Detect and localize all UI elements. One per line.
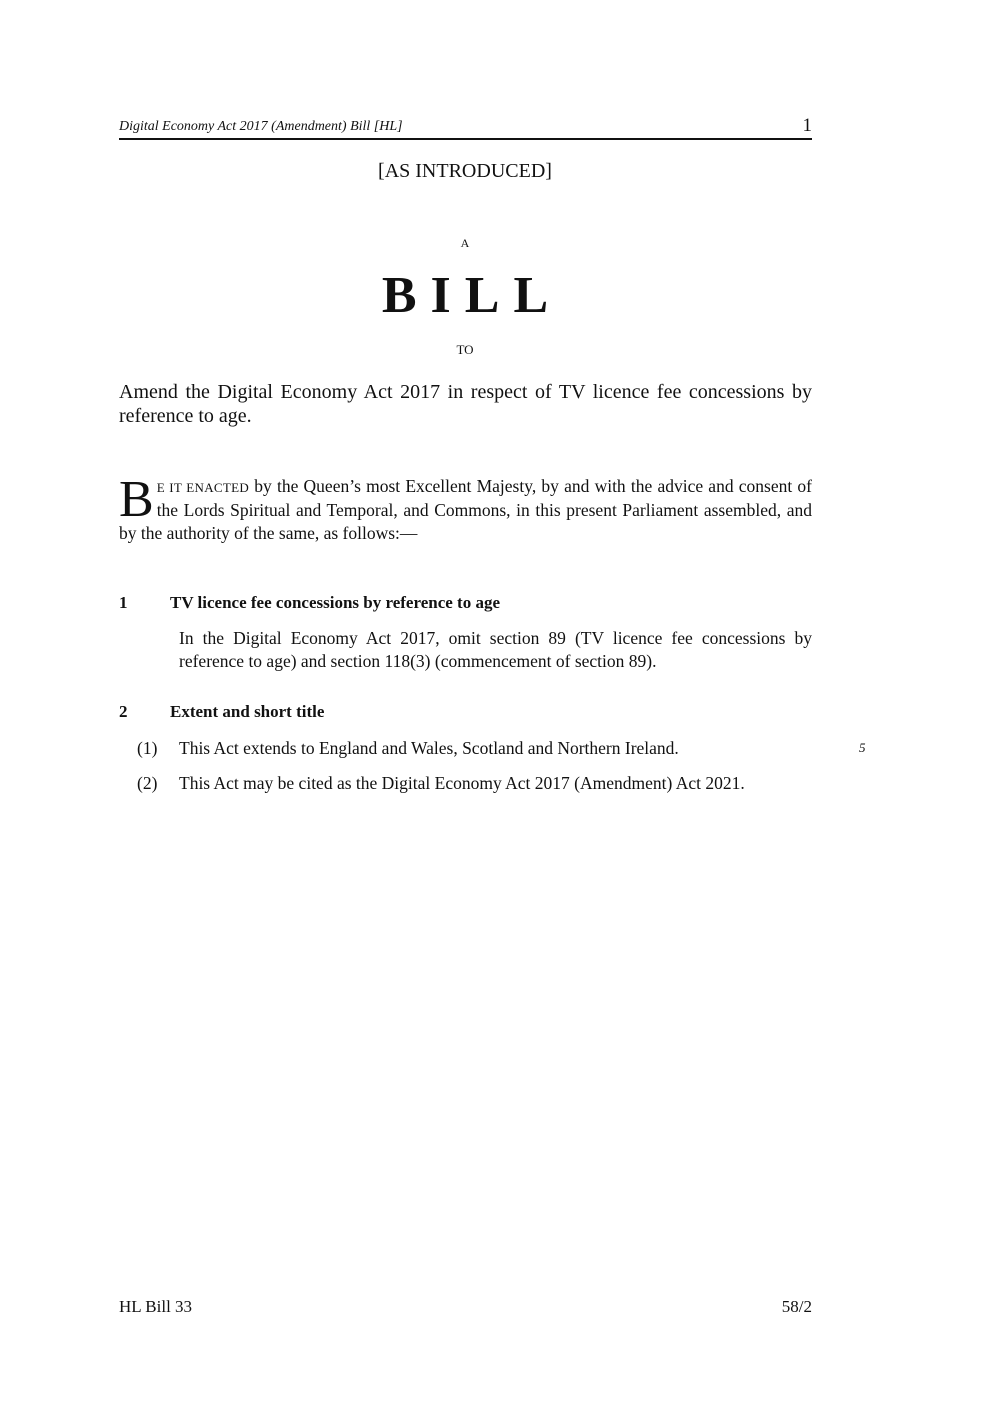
section-1-body: In the Digital Economy Act 2017, omit section 89 (TV licence fee concessions by reference to age) and section 118(3) (commencement of section 89).: [179, 628, 812, 671]
running-title: Digital Economy Act 2017 (Amendment) Bill [HL]: [119, 119, 403, 134]
bill-status: [AS INTRODUCED]: [378, 160, 552, 182]
footer-print-reference: 58/2: [781, 1297, 812, 1316]
title-to: TO: [456, 342, 474, 357]
running-header: [119, 116, 812, 140]
enacting-small-caps: E IT ENACTED: [156, 480, 250, 495]
page-number: 1: [802, 115, 812, 136]
footer-bill-reference: HL Bill 33: [119, 1297, 193, 1316]
subsection-text: This Act extends to England and Wales, Scotland and Northern Ireland.: [179, 738, 679, 758]
section-number: 2: [119, 702, 128, 721]
margin-line-number: 5: [859, 740, 866, 755]
title-a: A: [460, 236, 470, 250]
enacting-text: by the Queen’s most Excellent Majesty, by and with the advice and consent of the Lords Spiritual and Temporal, and Commons, in this present Parliament assembled, and by the authority of the same, as follows:—: [119, 476, 813, 543]
bill-title: BILL: [381, 267, 563, 324]
subsection-number: (2): [137, 773, 158, 793]
subsection-text: This Act may be cited as the Digital Economy Act 2017 (Amendment) Act 2021.: [179, 773, 745, 793]
subsection-number: (1): [137, 738, 158, 758]
section-title: Extent and short title: [170, 702, 325, 721]
long-title: Amend the Digital Economy Act 2017 in respect of TV licence fee concessions by reference to age.: [119, 381, 812, 427]
section-number: 1: [119, 593, 128, 612]
enacting-formula: [119, 471, 813, 545]
section-title: TV licence fee concessions by reference to age: [170, 593, 500, 612]
drop-cap: B: [119, 471, 154, 528]
